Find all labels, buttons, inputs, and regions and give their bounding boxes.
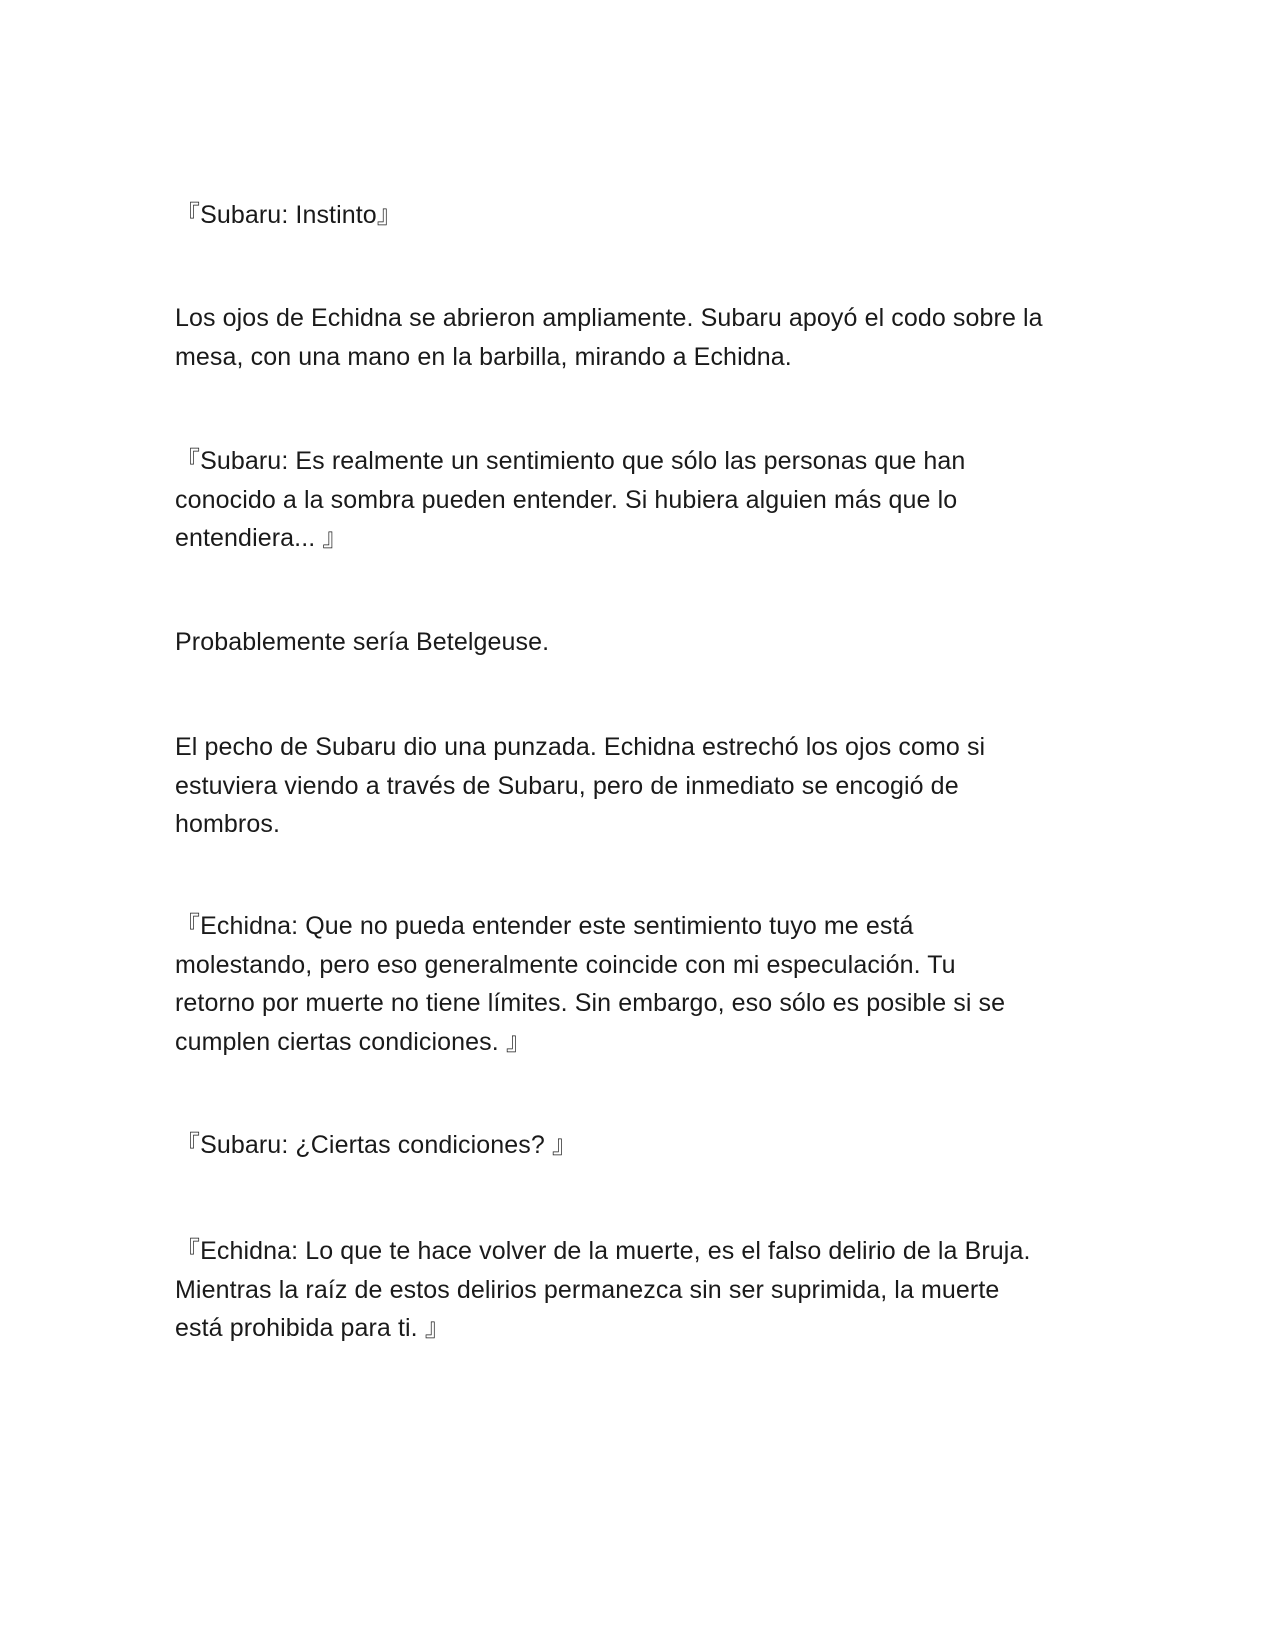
text-line: 『Subaru: Es realmente un sentimiento que sólo las personas que han — [175, 447, 966, 475]
text-line: Probablemente sería Betelgeuse. — [175, 628, 550, 656]
text-line: mesa, con una mano en la barbilla, mirando a Echidna. — [175, 342, 792, 371]
paragraph-dialogue-subaru-condiciones — [175, 1126, 1095, 1165]
text-line: cumplen ciertas condiciones. 』 — [175, 1027, 531, 1056]
text-line: molestando, pero eso generalmente coincide con mi especulación. Tu — [175, 950, 956, 979]
text-line: Mientras la raíz de estos delirios permanezca sin ser suprimida, la muerte — [175, 1275, 1000, 1304]
text-line: 『Subaru: ¿Ciertas condiciones? 』 — [175, 1131, 577, 1159]
paragraph-dialogue-echidna-delirio — [175, 1232, 1095, 1348]
paragraph-narration-punzada — [175, 728, 1095, 844]
text-line: El pecho de Subaru dio una punzada. Echidna estrechó los ojos como si — [175, 733, 986, 761]
text-line: 『Subaru: Instinto』 — [175, 201, 402, 229]
paragraph-narration-echidna-eyes — [175, 299, 1095, 376]
text-line: entendiera... 』 — [175, 524, 348, 552]
paragraph-dialogue-subaru-instinto — [175, 196, 1095, 235]
text-line: 『Echidna: Lo que te hace volver de la muerte, es el falso delirio de la Bruja. — [175, 1237, 1031, 1265]
text-line: 『Echidna: Que no pueda entender este sentimiento tuyo me está — [175, 912, 914, 940]
paragraph-narration-betelgeuse — [175, 623, 1095, 662]
text-line: estuviera viendo a través de Subaru, pero de inmediato se encogió de — [175, 771, 959, 800]
paragraph-dialogue-echidna-especulacion — [175, 907, 1095, 1061]
paragraph-dialogue-subaru-sentimiento — [175, 442, 1095, 558]
text-line: hombros. — [175, 810, 281, 838]
text-line: conocido a la sombra pueden entender. Si hubiera alguien más que lo — [175, 485, 958, 514]
text-line: Los ojos de Echidna se abrieron ampliamente. Subaru apoyó el codo sobre la — [175, 304, 1043, 332]
text-line: retorno por muerte no tiene límites. Sin embargo, eso sólo es posible si se — [175, 989, 1006, 1017]
text-line: está prohibida para ti. 』 — [175, 1314, 450, 1342]
